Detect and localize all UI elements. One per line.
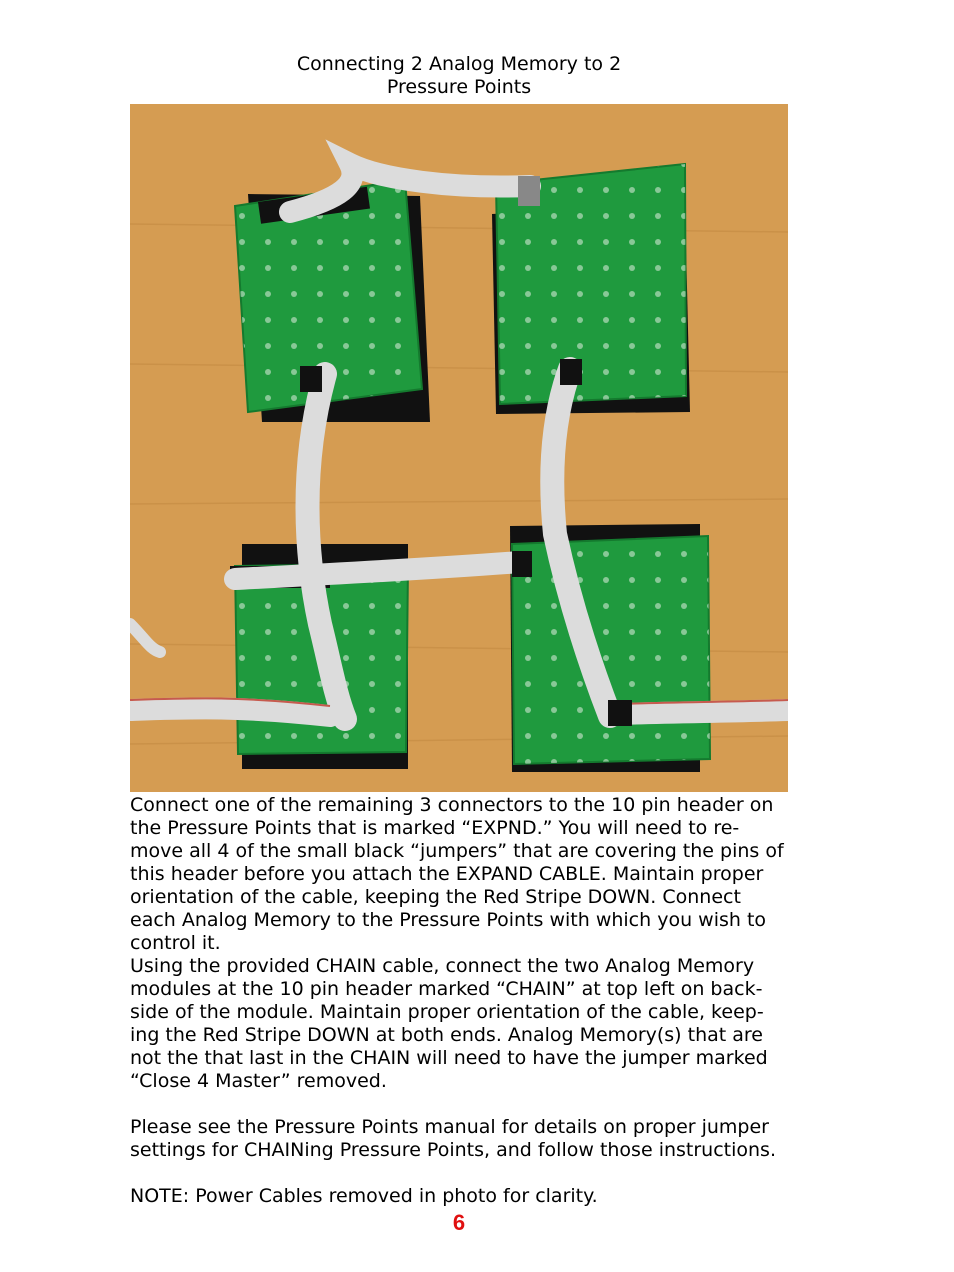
title-line-1: Connecting 2 Analog Memory to 2 bbox=[296, 53, 622, 75]
para1-line: Connect one of the remaining 3 connectors to the 10 pin header on bbox=[130, 794, 774, 816]
para1-line: the Pressure Points that is marked “EXPND.” You will need to re- bbox=[130, 817, 740, 839]
para2-line: modules at the 10 pin header marked “CHAIN” at top left on back- bbox=[130, 978, 763, 1000]
note-line: NOTE: Power Cables removed in photo for clarity. bbox=[130, 1185, 598, 1207]
para2-line: side of the module. Maintain proper orientation of the cable, keep- bbox=[130, 1001, 764, 1023]
title-line-2: Pressure Points bbox=[386, 76, 532, 98]
para2-line: not the that last in the CHAIN will need to have the jumper marked bbox=[130, 1047, 768, 1069]
para2-line: ing the Red Stripe DOWN at both ends. Analog Memory(s) that are bbox=[130, 1024, 763, 1046]
para1-line: control it. bbox=[130, 932, 221, 954]
para3-line: Please see the Pressure Points manual for details on proper jumper bbox=[130, 1116, 769, 1138]
para1-line: this header before you attach the EXPAND CABLE. Maintain proper bbox=[130, 863, 764, 885]
para2-line: Using the provided CHAIN cable, connect the two Analog Memory bbox=[130, 955, 755, 977]
para1-line: move all 4 of the small black “jumpers” that are covering the pins of bbox=[130, 840, 784, 862]
page-title bbox=[130, 53, 788, 99]
para1-line: orientation of the cable, keeping the Red Stripe DOWN. Connect bbox=[130, 886, 741, 908]
para2-line: “Close 4 Master” removed. bbox=[130, 1070, 387, 1092]
para1-line: each Analog Memory to the Pressure Points with which you wish to bbox=[130, 909, 767, 931]
photo-boards-cables bbox=[130, 104, 788, 792]
page-number: 6 bbox=[452, 1210, 466, 1235]
photo-illustration-icon bbox=[130, 104, 788, 792]
instructions-text bbox=[130, 794, 810, 1208]
para3-line: settings for CHAINing Pressure Points, and follow those instructions. bbox=[130, 1139, 776, 1161]
